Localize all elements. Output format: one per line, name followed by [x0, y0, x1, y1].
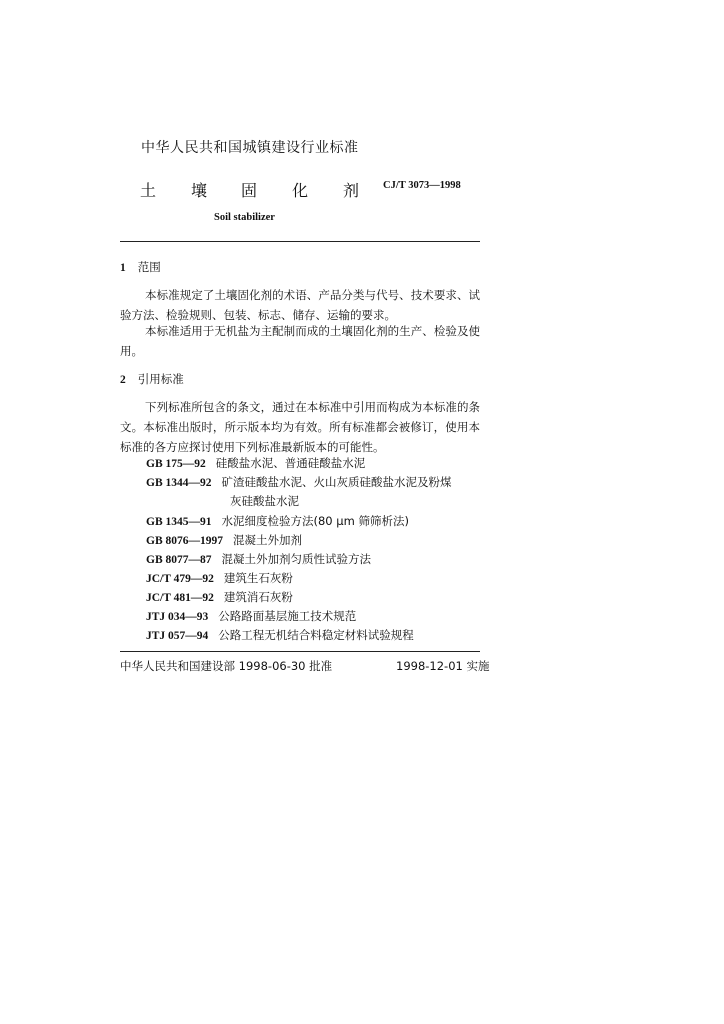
reference-item — [146, 513, 409, 529]
reference-title: 硅酸盐水泥、普通硅酸盐水泥 — [215, 456, 366, 470]
reference-code: JC/T 479—92 — [146, 573, 214, 585]
reference-title: 矿渣硅酸盐水泥、火山灰质硅酸盐水泥及粉煤 — [221, 475, 452, 489]
title-char-5: 剂 — [343, 181, 360, 200]
reference-item — [146, 455, 365, 471]
paragraph: 本标准适用于无机盐为主配制而成的土壤固化剂的生产、检验及使用。 — [120, 324, 480, 358]
reference-item — [146, 551, 371, 567]
section-number: 2 — [120, 374, 126, 386]
section-heading-2 — [120, 371, 184, 387]
reference-item — [146, 570, 293, 586]
reference-item — [146, 532, 302, 548]
reference-title: 混凝土外加剂 — [233, 533, 302, 547]
reference-item — [146, 627, 414, 643]
reference-title: 公路路面基层施工技术规范 — [218, 609, 357, 623]
reference-item — [146, 608, 356, 624]
header-divider — [120, 241, 480, 242]
standard-code: CJ/T 3073—1998 — [383, 180, 461, 191]
reference-code: GB 175—92 — [146, 458, 206, 470]
section-heading-1 — [120, 259, 161, 275]
reference-title: 混凝土外加剂匀质性试验方法 — [221, 552, 371, 566]
standard-title — [140, 178, 480, 202]
section-title: 引用标准 — [137, 372, 184, 386]
standard-category-header: 中华人民共和国城镇建设行业标准 — [141, 140, 359, 156]
reference-code: GB 1345—91 — [146, 516, 212, 528]
footer-divider — [120, 651, 480, 652]
section-number: 1 — [120, 262, 126, 274]
title-char-4: 化 — [292, 181, 309, 200]
reference-code: JTJ 034—93 — [146, 611, 209, 623]
reference-title: 建筑生石灰粉 — [223, 571, 293, 585]
reference-title: 水泥细度检验方法(80 μm 筛筛析法) — [221, 514, 409, 528]
reference-code: GB 1344—92 — [146, 477, 212, 489]
paragraph: 下列标准所包含的条文，通过在本标准中引用而构成为本标准的条文。本标准出版时，所示版本均为有效。所有标准都会被修订，使用本标准的各方应探讨使用下列标准最新版本的可能性。 — [120, 400, 480, 454]
reference-title: 建筑消石灰粉 — [223, 590, 293, 604]
reference-code: GB 8077—87 — [146, 554, 212, 566]
paragraph: 本标准规定了土壤固化剂的术语、产品分类与代号、技术要求、试验方法、检验规则、包装、标志、储存、运输的要求。 — [120, 288, 480, 322]
reference-title-continued: 灰硅酸盐水泥 — [230, 494, 299, 508]
english-title: Soil stabilizer — [214, 212, 275, 223]
effective-date: 1998-12-01 实施 — [396, 659, 490, 673]
section-title: 范围 — [137, 260, 161, 274]
reference-code: GB 8076—1997 — [146, 535, 223, 547]
reference-item — [146, 589, 293, 605]
reference-code: JC/T 481—92 — [146, 592, 214, 604]
reference-title: 公路工程无机结合料稳定材料试验规程 — [218, 628, 414, 642]
title-char-3: 固 — [241, 181, 258, 200]
title-char-1: 土 — [140, 181, 157, 200]
approval-line: 中华人民共和国建设部 1998-06-30 批准 — [120, 659, 333, 673]
reference-item — [146, 474, 452, 490]
reference-code: JTJ 057—94 — [146, 630, 209, 642]
title-char-2: 壤 — [191, 181, 208, 200]
